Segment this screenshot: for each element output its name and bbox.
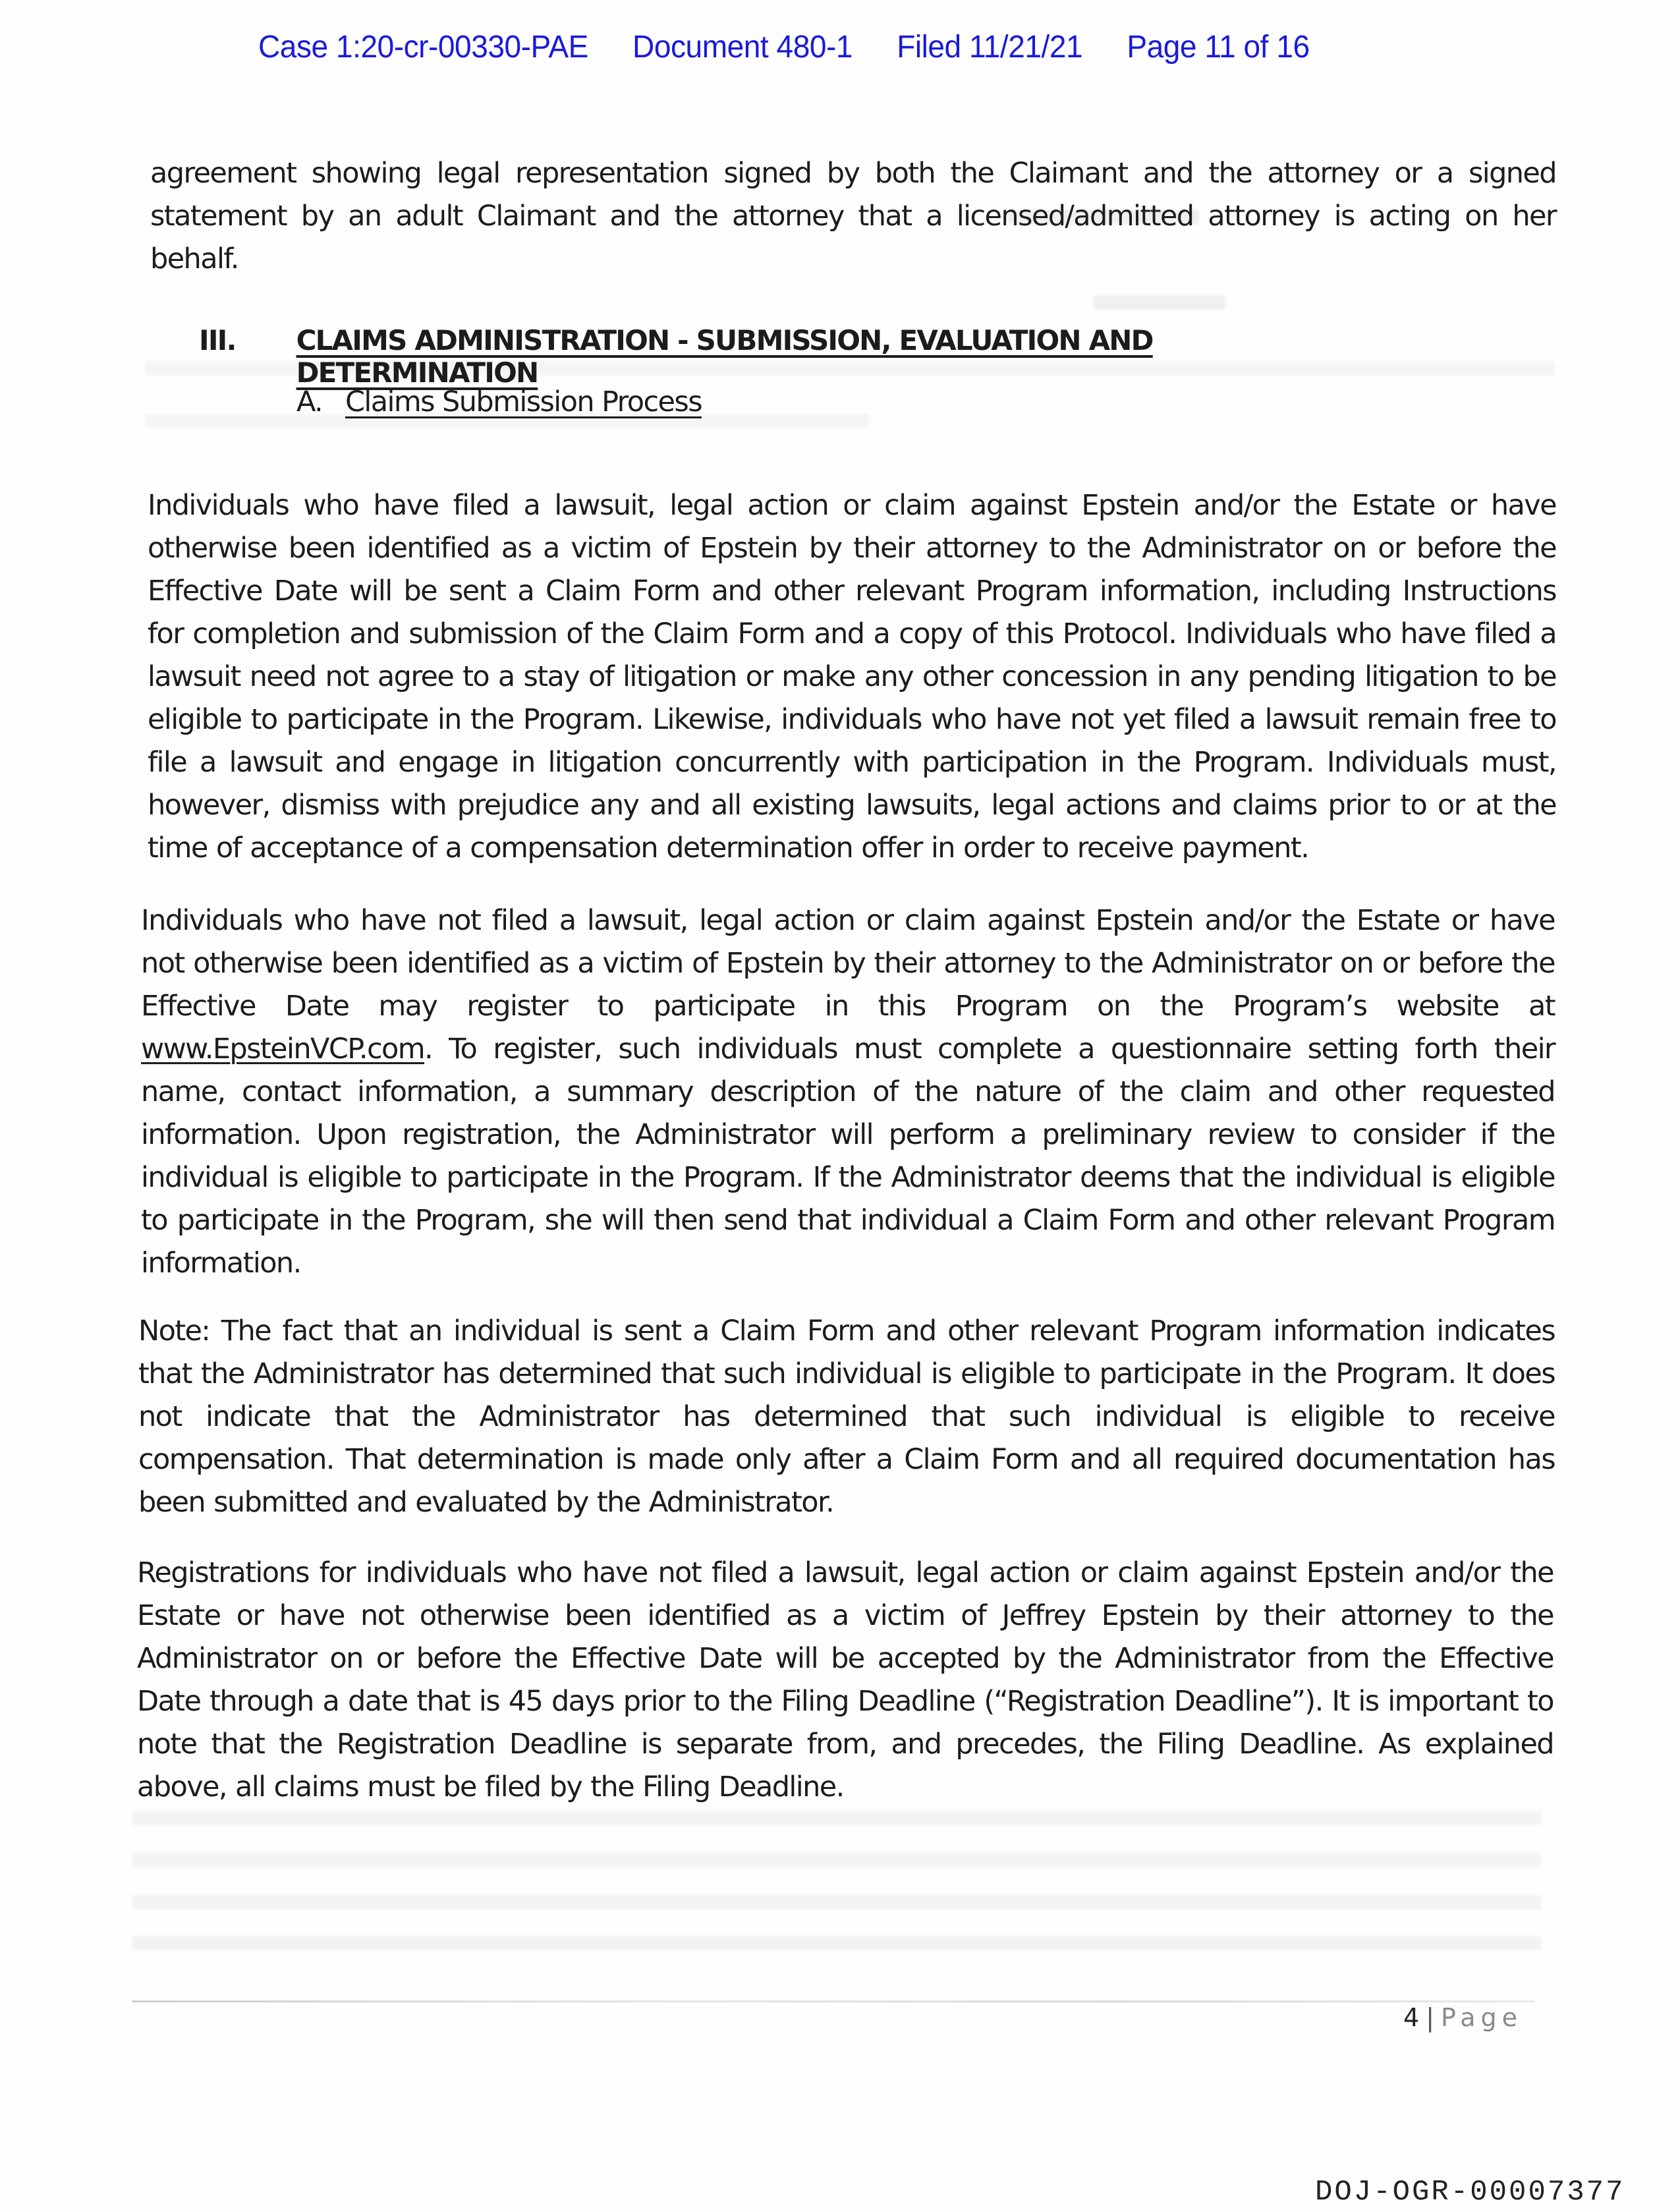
- section-number: III.: [199, 324, 236, 356]
- case-number: Case 1:20-cr-00330-PAE: [258, 30, 588, 65]
- program-website-link[interactable]: www.EpsteinVCP.com: [141, 1033, 424, 1065]
- bleed-through-mark: [132, 1811, 1542, 1825]
- subsection-letter: A.: [296, 385, 323, 418]
- bleed-through-mark: [132, 1895, 1542, 1910]
- section-heading: [199, 324, 1385, 389]
- page-count: Page 11 of 16: [1127, 30, 1310, 65]
- continued-paragraph: agreement showing legal representation signed by both the Claimant and the attorney or a signed statement by an adult Claimant and the attorney that a licensed/admitted attorney is acting on her behalf.: [150, 157, 1556, 275]
- paragraph-text: Individuals who have not filed a lawsuit, legal action or claim against Epstein and/or the Estate or have not otherwise been identified as a victim of Epstein by their attorney to the Administrator on or before the Effective Date may register to participate in this Program on the Program’s website at: [141, 904, 1555, 1023]
- bleed-through-mark: [1094, 295, 1225, 310]
- subsection-title: Claims Submission Process: [345, 385, 702, 418]
- paragraph-claim-form-recipients: Individuals who have filed a lawsuit, legal action or claim against Epstein and/or the Estate or have otherwise been identified as a victim of Epstein by their attorney to the Administrator on or before the Effective Date will be sent a Claim Form and other relevant Program information, including Instructions for completion and submission of the Claim Form and a copy of this Protocol. Individuals who have filed a lawsuit need not agree to a stay of litigation or make any other concession in any pending litigation to be eligible to participate in the Program. Likewise, individuals who have not yet filed a lawsuit remain free to file a lawsuit and engage in litigation concurrently with participation in the Program. Individuals must, however, dismiss with prejudice any and all existing lawsuits, legal actions and claims prior to or at the time of acceptance of a compensation determination offer in order to receive payment.: [148, 489, 1556, 865]
- paragraph-registration-deadline: Registrations for individuals who have not filed a lawsuit, legal action or claim against Epstein and/or the Estate or have not otherwise been identified as a victim of Jeffrey Epstein by their attorney to the Administrator on or before the Effective Date will be accepted by the Administrator from the Effective Date through a date that is 45 days prior to the Filing Deadline (“Registration Deadline”). It is important to note that the Registration Deadline is separate from, and precedes, the Filing Deadline. As explained above, all claims must be filed by the Filing Deadline.: [137, 1556, 1554, 1803]
- bates-number: DOJ-OGR-00007377: [1315, 2176, 1625, 2209]
- page-footer: [1403, 2003, 1523, 2032]
- section-title: CLAIMS ADMINISTRATION - SUBMISSION, EVALUATION AND DETERMINATION: [296, 324, 1153, 389]
- page-number: 4: [1403, 2003, 1421, 2032]
- paragraph-text: . To register, such individuals must complete a questionnaire setting forth their name, contact information, a summary description of the nature of the claim and other requested information. Upon registration, the Administrator will perform a preliminary review to consider if the individual is eligible to participate in the Program. If the Administrator deems that the individual is eligible to participate in the Program, she will then send that individual a Claim Form and other relevant Program information.: [141, 1033, 1555, 1280]
- bleed-through-mark: [132, 1853, 1542, 1867]
- page-label: Page: [1441, 2003, 1523, 2032]
- subsection-heading: [296, 385, 702, 418]
- bleed-through-mark: [132, 1936, 1542, 1950]
- document-number: Document 480-1: [632, 30, 853, 65]
- paragraph-registration: [141, 899, 1555, 1285]
- paragraph-note: Note: The fact that an individual is sent a Claim Form and other relevant Program information indicates that the Administrator has determined that such individual is eligible to participate in the Program. It does not indicate that the Administrator has determined that such individual is eligible to receive compensation. That determination is made only after a Claim Form and all required documentation has been submitted and evaluated by the Administrator.: [138, 1315, 1555, 1519]
- page-separator: |: [1426, 2003, 1436, 2032]
- ecf-filing-header: [258, 29, 1310, 65]
- filed-date: Filed 11/21/21: [897, 30, 1083, 65]
- footer-divider: [132, 2000, 1535, 2002]
